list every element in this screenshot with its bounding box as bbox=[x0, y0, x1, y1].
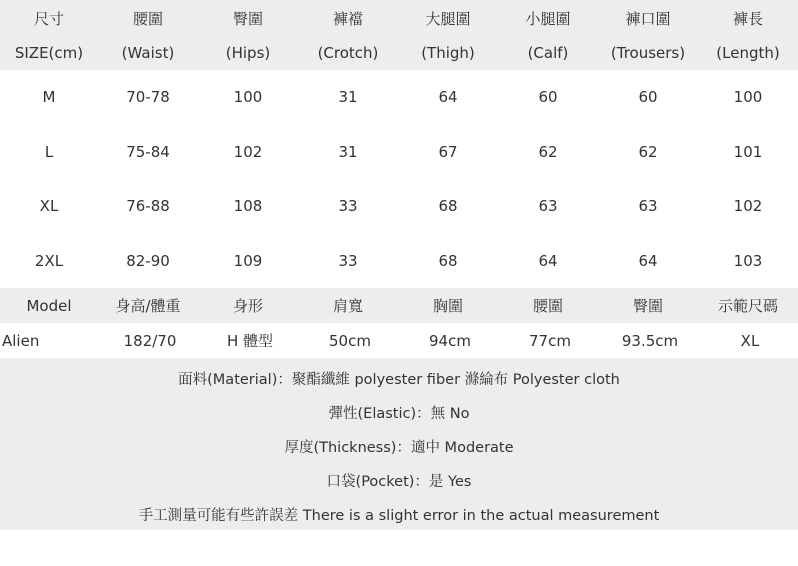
hips-value: 109 bbox=[233, 251, 263, 270]
thigh-value: 68 bbox=[438, 251, 458, 270]
thigh-value: 67 bbox=[438, 142, 458, 161]
hips-value: 100 bbox=[233, 88, 263, 106]
waist-value: 82-90 bbox=[126, 251, 170, 270]
calf-value: 60 bbox=[538, 88, 558, 106]
model-header-body-shape: 身形 bbox=[232, 297, 263, 315]
length-value: 101 bbox=[733, 142, 763, 161]
calf-value: 62 bbox=[538, 142, 558, 161]
size-row-l bbox=[0, 124, 798, 179]
measurement-error-note: 手工測量可能有些許誤差 There is a slight error in the actual measurement bbox=[138, 508, 660, 524]
calf-value: 63 bbox=[538, 197, 558, 215]
size-row-2xl bbox=[0, 233, 798, 288]
product-notes bbox=[0, 358, 798, 530]
waist-value: 76-88 bbox=[126, 197, 170, 215]
model-header-hips: 臀圍 bbox=[632, 297, 663, 315]
model-header-model: Model bbox=[26, 296, 72, 315]
model-height-weight: 182/70 bbox=[123, 331, 177, 350]
size-label: 2XL bbox=[34, 251, 64, 270]
model-waist: 77cm bbox=[529, 331, 571, 350]
header-size-en: SIZE(cm) bbox=[14, 44, 84, 62]
length-value: 100 bbox=[733, 88, 763, 106]
crotch-value: 33 bbox=[338, 197, 358, 215]
header-hips-en: (Hips) bbox=[225, 44, 271, 62]
header-crotch-zh: 褲襠 bbox=[332, 9, 363, 28]
hips-value: 102 bbox=[233, 142, 263, 161]
header-size-zh: 尺寸 bbox=[33, 9, 64, 28]
model-header-waist: 腰圍 bbox=[532, 297, 563, 315]
header-trousers-zh: 褲口圍 bbox=[625, 9, 671, 28]
model-body-shape: H 體型 bbox=[226, 332, 274, 350]
size-label: L bbox=[44, 142, 54, 161]
elastic-note: 彈性(Elastic)：無 No bbox=[328, 406, 470, 422]
model-hips: 93.5cm bbox=[621, 331, 679, 350]
trousers-value: 64 bbox=[638, 251, 658, 270]
hips-value: 108 bbox=[233, 197, 263, 215]
length-value: 103 bbox=[733, 251, 763, 270]
size-label: M bbox=[42, 88, 56, 106]
header-waist-en: (Waist) bbox=[121, 44, 175, 62]
header-row-en bbox=[0, 36, 798, 70]
model-row bbox=[0, 323, 798, 358]
crotch-value: 31 bbox=[338, 142, 358, 161]
thickness-note: 厚度(Thickness)：適中 Moderate bbox=[284, 440, 514, 456]
header-length-en: (Length) bbox=[716, 44, 780, 62]
crotch-value: 33 bbox=[338, 251, 358, 270]
header-trousers-en: (Trousers) bbox=[610, 44, 686, 62]
model-header-size: 示範尺碼 bbox=[717, 297, 778, 315]
model-chest: 94cm bbox=[429, 331, 471, 350]
header-calf-zh: 小腿圍 bbox=[525, 9, 571, 28]
header-thigh-zh: 大腿圍 bbox=[425, 9, 471, 28]
size-row-m bbox=[0, 70, 798, 124]
model-size: XL bbox=[740, 331, 760, 350]
header-thigh-en: (Thigh) bbox=[421, 44, 475, 62]
model-name: Alien bbox=[2, 331, 40, 350]
size-label: XL bbox=[39, 197, 59, 215]
trousers-value: 62 bbox=[638, 142, 658, 161]
material-note: 面料(Material)：聚酯纖維 polyester fiber 滌綸布 Polyester cloth bbox=[178, 372, 620, 388]
trousers-value: 63 bbox=[638, 197, 658, 215]
header-length-zh: 褲長 bbox=[732, 9, 763, 28]
length-value: 102 bbox=[733, 197, 763, 215]
trousers-value: 60 bbox=[638, 88, 658, 106]
model-header-height-weight: 身高/體重 bbox=[115, 297, 181, 315]
header-row-zh bbox=[0, 0, 798, 36]
header-crotch-en: (Crotch) bbox=[317, 44, 379, 62]
header-calf-en: (Calf) bbox=[527, 44, 569, 62]
model-header-shoulder: 肩寬 bbox=[332, 297, 363, 315]
header-waist-zh: 腰圍 bbox=[132, 9, 163, 28]
size-row-xl bbox=[0, 179, 798, 233]
calf-value: 64 bbox=[538, 251, 558, 270]
thigh-value: 64 bbox=[438, 88, 458, 106]
waist-value: 75-84 bbox=[126, 142, 170, 161]
header-hips-zh: 臀圍 bbox=[232, 9, 263, 28]
model-header-row bbox=[0, 288, 798, 323]
model-header-chest: 胸圍 bbox=[432, 297, 463, 315]
pocket-note: 口袋(Pocket)：是 Yes bbox=[326, 474, 472, 490]
waist-value: 70-78 bbox=[126, 88, 170, 106]
thigh-value: 68 bbox=[438, 197, 458, 215]
crotch-value: 31 bbox=[338, 88, 358, 106]
model-shoulder: 50cm bbox=[329, 331, 371, 350]
